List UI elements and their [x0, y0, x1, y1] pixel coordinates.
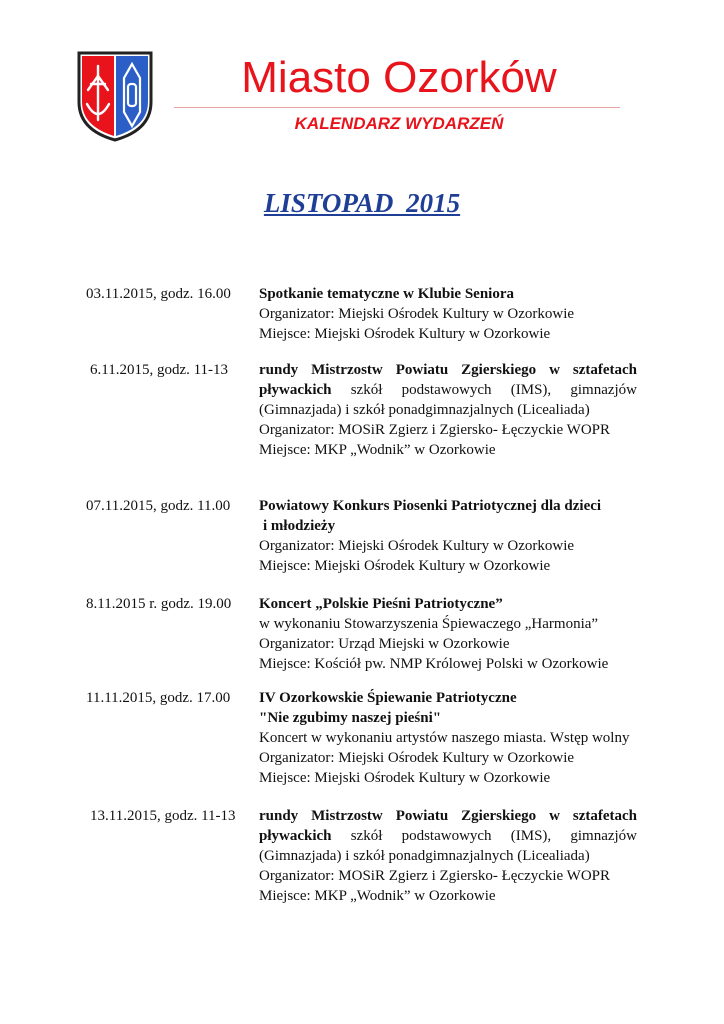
event-organizer: Organizator: Urząd Miejski w Ozorkowie [259, 636, 510, 652]
calendar-subtitle: KALENDARZ WYDARZEŃ [294, 114, 504, 133]
event-date: 11.11.2015, godz. 17.00 [86, 690, 231, 706]
event-description: szkół podstawowych (IMS), gimnazjów (Gimnazjada) i szkół ponadgimnazjalnych (Licealiada) [259, 828, 638, 864]
event-organizer: Organizator: MOSiR Zgierz i Zgiersko- Łęczyckie WOPR [259, 868, 611, 884]
event-venue: Miejsce: Miejski Ośrodek Kultury w Ozorkowie [259, 558, 551, 574]
event-title-continued: i młodzieży [263, 518, 336, 534]
event-description: szkół podstawowych (IMS), gimnazjów (Gimnazjada) i szkół ponadgimnazjalnych (Licealiada) [259, 382, 638, 418]
event-details [259, 806, 637, 906]
event-title-paragraph [259, 360, 637, 420]
title-divider [174, 107, 620, 108]
event-organizer: Organizator: Miejski Ośrodek Kultury w Ozorkowie [259, 306, 575, 322]
event-details [259, 594, 637, 674]
event-details [259, 284, 637, 344]
event-title: IV Ozorkowskie Śpiewanie Patriotyczne [259, 690, 517, 706]
event-title: Spotkanie tematyczne w Klubie Seniora [259, 286, 514, 302]
event-title: Powiatowy Konkurs Piosenki Patriotycznej dla dzieci [259, 498, 602, 514]
month-heading: LISTOPAD 2015 [263, 188, 461, 218]
city-coat-of-arms-icon [76, 50, 154, 142]
event-details [259, 688, 637, 788]
event-date: 6.11.2015, godz. 11-13 [90, 362, 229, 378]
event-venue: Miejsce: Kościół pw. NMP Królowej Polski w Ozorkowie [259, 656, 609, 672]
event-title: rundy Mistrzostw Powiatu Zgierskiego w sztafetach pływackich [259, 362, 637, 398]
event-organizer: Organizator: Miejski Ośrodek Kultury w Ozorkowie [259, 750, 575, 766]
event-venue: Miejsce: Miejski Ośrodek Kultury w Ozorkowie [259, 770, 551, 786]
event-date: 13.11.2015, godz. 11-13 [90, 808, 236, 824]
event-title: rundy Mistrzostw Powiatu Zgierskiego w sztafetach pływackich [259, 808, 637, 844]
event-organizer: Organizator: Miejski Ośrodek Kultury w Ozorkowie [259, 538, 575, 554]
event-performer: w wykonaniu Stowarzyszenia Śpiewaczego „Harmonia” [259, 616, 599, 632]
event-description: Koncert w wykonaniu artystów naszego miasta. Wstęp wolny [259, 730, 630, 746]
event-venue: Miejsce: MKP „Wodnik” w Ozorkowie [259, 442, 496, 458]
event-date: 07.11.2015, godz. 11.00 [86, 498, 231, 514]
event-date: 8.11.2015 r. godz. 19.00 [86, 596, 232, 612]
event-details [259, 360, 637, 460]
city-title: Miasto Ozorków [241, 53, 557, 102]
event-title-continued: "Nie zgubimy naszej pieśni" [259, 710, 442, 726]
event-venue: Miejsce: MKP „Wodnik” w Ozorkowie [259, 888, 496, 904]
event-title-paragraph [259, 806, 637, 866]
event-date: 03.11.2015, godz. 16.00 [86, 286, 231, 302]
event-venue: Miejsce: Miejski Ośrodek Kultury w Ozorkowie [259, 326, 551, 342]
event-details [259, 496, 637, 576]
event-title: Koncert „Polskie Pieśni Patriotyczne” [259, 596, 503, 612]
event-organizer: Organizator: MOSiR Zgierz i Zgiersko- Łęczyckie WOPR [259, 422, 611, 438]
